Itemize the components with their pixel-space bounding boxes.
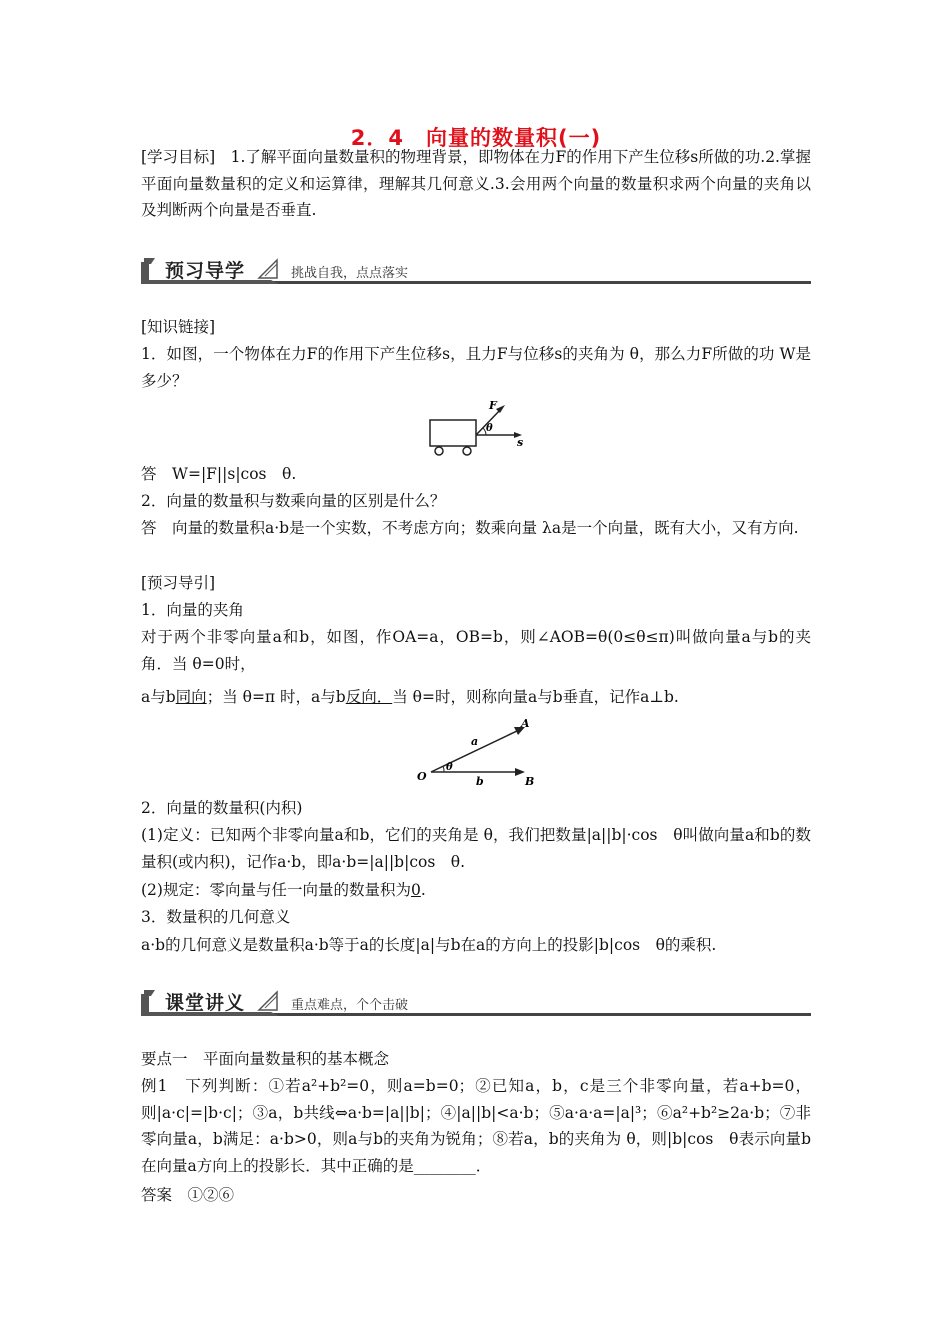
angle-heading: 1．向量的夹角 [141, 601, 244, 619]
label-a: a [471, 735, 479, 748]
label-B: B [525, 775, 535, 788]
geometric-meaning: a·b的几何意义是数量积a·b等于a的长度|a|与b在a的方向上的投影|b|cos θ的乘积. [141, 936, 717, 954]
dot-product-heading: 2．向量的数量积(内积) [141, 799, 303, 817]
banner-title: 预习导学 [165, 260, 246, 282]
objectives-text: 1.了解平面向量数量积的物理背景，即物体在力F的作用下产生位移s所做的功.2.掌握平面向量数量积的定义和运算律，理解其几何意义.3.会用两个向量的数量积求两个向量的夹角以及判断两个向量是否垂直. [141, 148, 811, 219]
wheel-left [435, 447, 443, 455]
banner-subtitle: 挑战自我，点点落实 [291, 266, 409, 281]
zero-vector-rule [141, 877, 811, 903]
block-body [430, 420, 476, 446]
wheel-right [463, 447, 471, 455]
case-text-1: a与b [141, 688, 176, 706]
label-O: O [417, 770, 427, 783]
learning-objectives [141, 144, 811, 224]
blank-opposite-direction: 反向． [345, 688, 393, 706]
label-b: b [476, 775, 484, 788]
page-title: 2．4 向量的数量积(一) [350, 126, 602, 150]
banner-title: 课堂讲义 [165, 992, 246, 1014]
preview-heading: [预习导引] [141, 574, 216, 592]
blank-zero: 0 [410, 881, 421, 899]
rule-end: . [420, 881, 426, 899]
question-1: 1．如图，一个物体在力F的作用下产生位移s，且力F与位移s的夹角为 θ，那么力F所做的功 W是多少？ [141, 345, 811, 390]
label-F: F [489, 399, 497, 412]
angle-cases [141, 684, 811, 710]
rule-text: (2)规定：零向量与任一向量的数量积为 [141, 881, 411, 899]
label-s: s [517, 436, 524, 449]
answer-value: ①②⑥ [187, 1186, 235, 1204]
answer-2 [141, 515, 811, 542]
case-text-2: ；当 θ=π 时，a与b [206, 688, 346, 706]
case-text-3: 当 θ=时，则称向量a与b垂直，记作a⊥b. [392, 688, 679, 706]
geometric-meaning-heading: 3．数量积的几何意义 [141, 908, 291, 926]
force-diagram [428, 398, 528, 458]
angle-definition: 对于两个非零向量a和b，如图，作OA=a，OB=b，则∠AOB=θ(0≤θ≤π)叫做向量a与b的夹角．当 θ=0时， [141, 628, 811, 673]
label-theta-2: θ [446, 762, 453, 773]
example-1: 例1 下列判断：①若a²+b²=0，则a=b=0；②已知a，b，c是三个非零向量，若a+b=0，则|a·c|=|b·c|；③a，b共线⇔a·b=|a||b|；④|a||b|<a·b；⑤a·a·a=|a|³；⑥a²+b²≥2a·b；⑦非零向量a，b满足：a·b>0，则a与b的夹角为锐角；⑧若a，b的夹角为 θ，则|b|cos θ表示向量b在向量a方向上的投影长．其中正确的是________． [141, 1077, 811, 1175]
blank-same-direction: 同向 [175, 688, 207, 706]
dot-product-definition: (1)定义：已知两个非零向量a和b，它们的夹角是 θ，我们把数量|a||b|·cos θ叫做向量a和b的数量积(或内积)，记作a·b，即a·b=|a||b|cos θ. [141, 826, 811, 871]
example-answer [141, 1182, 811, 1208]
objectives-label: [学习目标] [141, 148, 216, 166]
question-2: 2．向量的数量积与数乘向量的区别是什么？ [141, 492, 446, 510]
answer-1-text: W=|F||s|cos θ. [172, 465, 297, 483]
answer-1 [141, 461, 811, 487]
knowledge-link-heading: [知识链接] [141, 318, 216, 336]
banner-subtitle: 重点难点，个个击破 [291, 998, 409, 1013]
answer-2-label: 答 [141, 519, 157, 537]
angle-diagram [411, 712, 541, 788]
label-A: A [521, 717, 530, 730]
key-point-heading: 要点一 平面向量数量积的基本概念 [141, 1050, 390, 1068]
section-banner-classroom [141, 986, 811, 1016]
label-theta: θ [486, 423, 493, 434]
section-banner-preview [141, 254, 811, 284]
answer-2-text: 向量的数量积a·b是一个实数，不考虑方向；数乘向量 λa是一个向量，既有大小，又有方向. [156, 519, 799, 537]
answer-1-label: 答 [141, 465, 157, 483]
answer-label: 答案 [141, 1186, 173, 1204]
